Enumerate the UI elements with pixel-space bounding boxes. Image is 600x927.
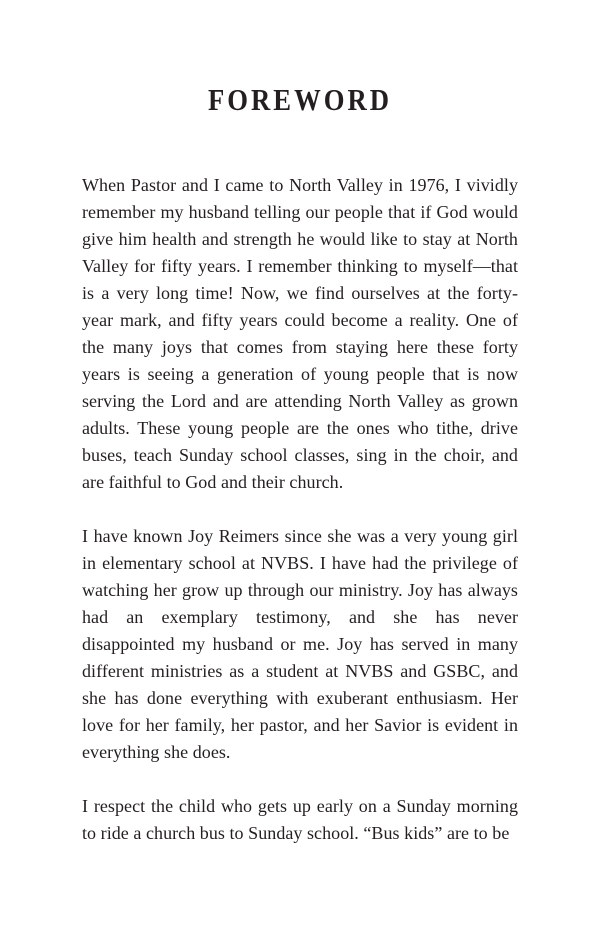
body-text: [82, 172, 518, 847]
paragraph-2: I have known Joy Reimers since she was a very young girl in elementary school at NVBS. I have had the privilege of watching her grow up through our ministry. Joy has always had an exemplary testimony, and she has never disappointed my husband or me. Joy has served in many different ministries as a student at NVBS and GSBC, and she has done everything with exuberant enthusiasm. Her love for her family, her pastor, and her Savior is evident in everything she does.: [82, 526, 518, 762]
paragraph-3: I respect the child who gets up early on a Sunday morning to ride a church bus to Sunday school. “Bus kids” are to be: [82, 796, 518, 843]
paragraph-1: When Pastor and I came to North Valley in 1976, I vividly remember my husband telling our people that if God would give him health and strength he would like to stay at North Valley for fifty years. I remember thinking to myself—that is a very long time! Now, we find ourselves at the forty-year mark, and fifty years could become a reality. One of the many joys that comes from staying here these forty years is seeing a generation of young people that is now serving the Lord and are attending North Valley as grown adults. These young people are the ones who tithe, drive buses, teach Sunday school classes, sing in the choir, and are faithful to God and their church.: [82, 175, 518, 492]
page-title: FOREWORD: [207, 82, 393, 117]
